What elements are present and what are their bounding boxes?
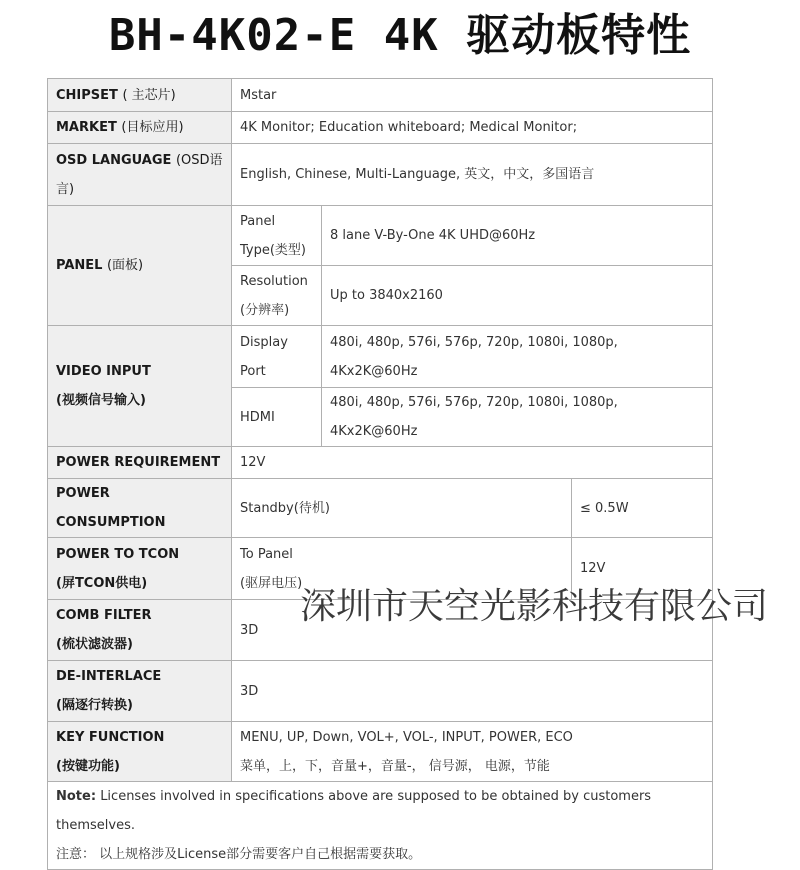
de-interlace-value: 3D xyxy=(232,661,713,722)
panel-label: PANEL (面板) xyxy=(48,206,232,326)
display-port-label: Display Port xyxy=(232,326,322,388)
row-key-function xyxy=(48,722,713,782)
power-requirement-value: 12V xyxy=(232,447,713,479)
row-panel-type xyxy=(48,206,713,266)
video-input-label: VIDEO INPUT (视频信号输入) xyxy=(48,326,232,447)
osd-language-label: OSD LANGUAGE (OSD语 言) xyxy=(48,144,232,206)
key-function-label: KEY FUNCTION (按键功能) xyxy=(48,722,232,782)
page-title: BH-4K02-E 4K 驱动板特性 xyxy=(108,10,692,61)
note-label: Note: xyxy=(56,789,97,804)
market-label: MARKET (目标应用) xyxy=(48,112,232,144)
chipset-label: CHIPSET ( 主芯片) xyxy=(48,79,232,112)
row-market xyxy=(48,112,713,144)
power-consumption-value: ≤ 0.5W xyxy=(572,479,713,538)
key-function-value: MENU, UP, Down, VOL+, VOL-, INPUT, POWER, ECO 菜单，上，下，音量+，音量-， 信号源， 电源，节能 xyxy=(232,722,713,782)
chipset-value: Mstar xyxy=(232,79,713,112)
hdmi-label: HDMI xyxy=(232,388,322,447)
row-video-dp xyxy=(48,326,713,388)
note-text-cn: 注意： 以上规格涉及License部分需要客户自己根据需要获取。 xyxy=(56,847,422,862)
panel-type-label: Panel Type(类型) xyxy=(232,206,322,266)
panel-resolution-label: Resolution (分辨率) xyxy=(232,266,322,326)
de-interlace-label: DE-INTERLACE (隔逐行转换) xyxy=(48,661,232,722)
spec-table xyxy=(47,78,713,870)
company-watermark: 深圳市天空光影科技有限公司 xyxy=(300,586,769,627)
osd-language-value: English, Chinese, Multi-Language, 英文，中文，多国语言 xyxy=(232,144,713,206)
row-power-to-tcon xyxy=(48,538,713,600)
power-consumption-label: POWER CONSUMPTION xyxy=(48,479,232,538)
row-de-interlace xyxy=(48,661,713,722)
row-chipset xyxy=(48,79,713,112)
comb-filter-label: COMB FILTER (梳状滤波器) xyxy=(48,600,232,661)
comb-filter-value: 3D xyxy=(232,600,713,661)
power-consumption-mode: Standby(待机) xyxy=(232,479,572,538)
panel-resolution-value: Up to 3840x2160 xyxy=(322,266,713,326)
row-osd-language xyxy=(48,144,713,206)
power-to-tcon-value: 12V xyxy=(572,538,713,600)
row-power-requirement xyxy=(48,447,713,479)
power-to-tcon-label: POWER TO TCON (屏TCON供电) xyxy=(48,538,232,600)
power-requirement-label: POWER REQUIREMENT xyxy=(48,447,232,479)
display-port-value: 480i, 480p, 576i, 576p, 720p, 1080i, 1080p, 4Kx2K@60Hz xyxy=(322,326,713,388)
row-note xyxy=(48,782,713,870)
note-text: Licenses involved in specifications above are supposed to be obtained by customers themselves. xyxy=(56,789,652,833)
row-power-consumption xyxy=(48,479,713,538)
hdmi-value: 480i, 480p, 576i, 576p, 720p, 1080i, 1080p, 4Kx2K@60Hz xyxy=(322,388,713,447)
panel-type-value: 8 lane V-By-One 4K UHD@60Hz xyxy=(322,206,713,266)
power-to-tcon-sub: To Panel (驱屏电压) xyxy=(232,538,572,600)
row-comb-filter xyxy=(48,600,713,661)
market-value: 4K Monitor; Education whiteboard; Medical Monitor; xyxy=(232,112,713,144)
note-cell xyxy=(48,782,713,870)
